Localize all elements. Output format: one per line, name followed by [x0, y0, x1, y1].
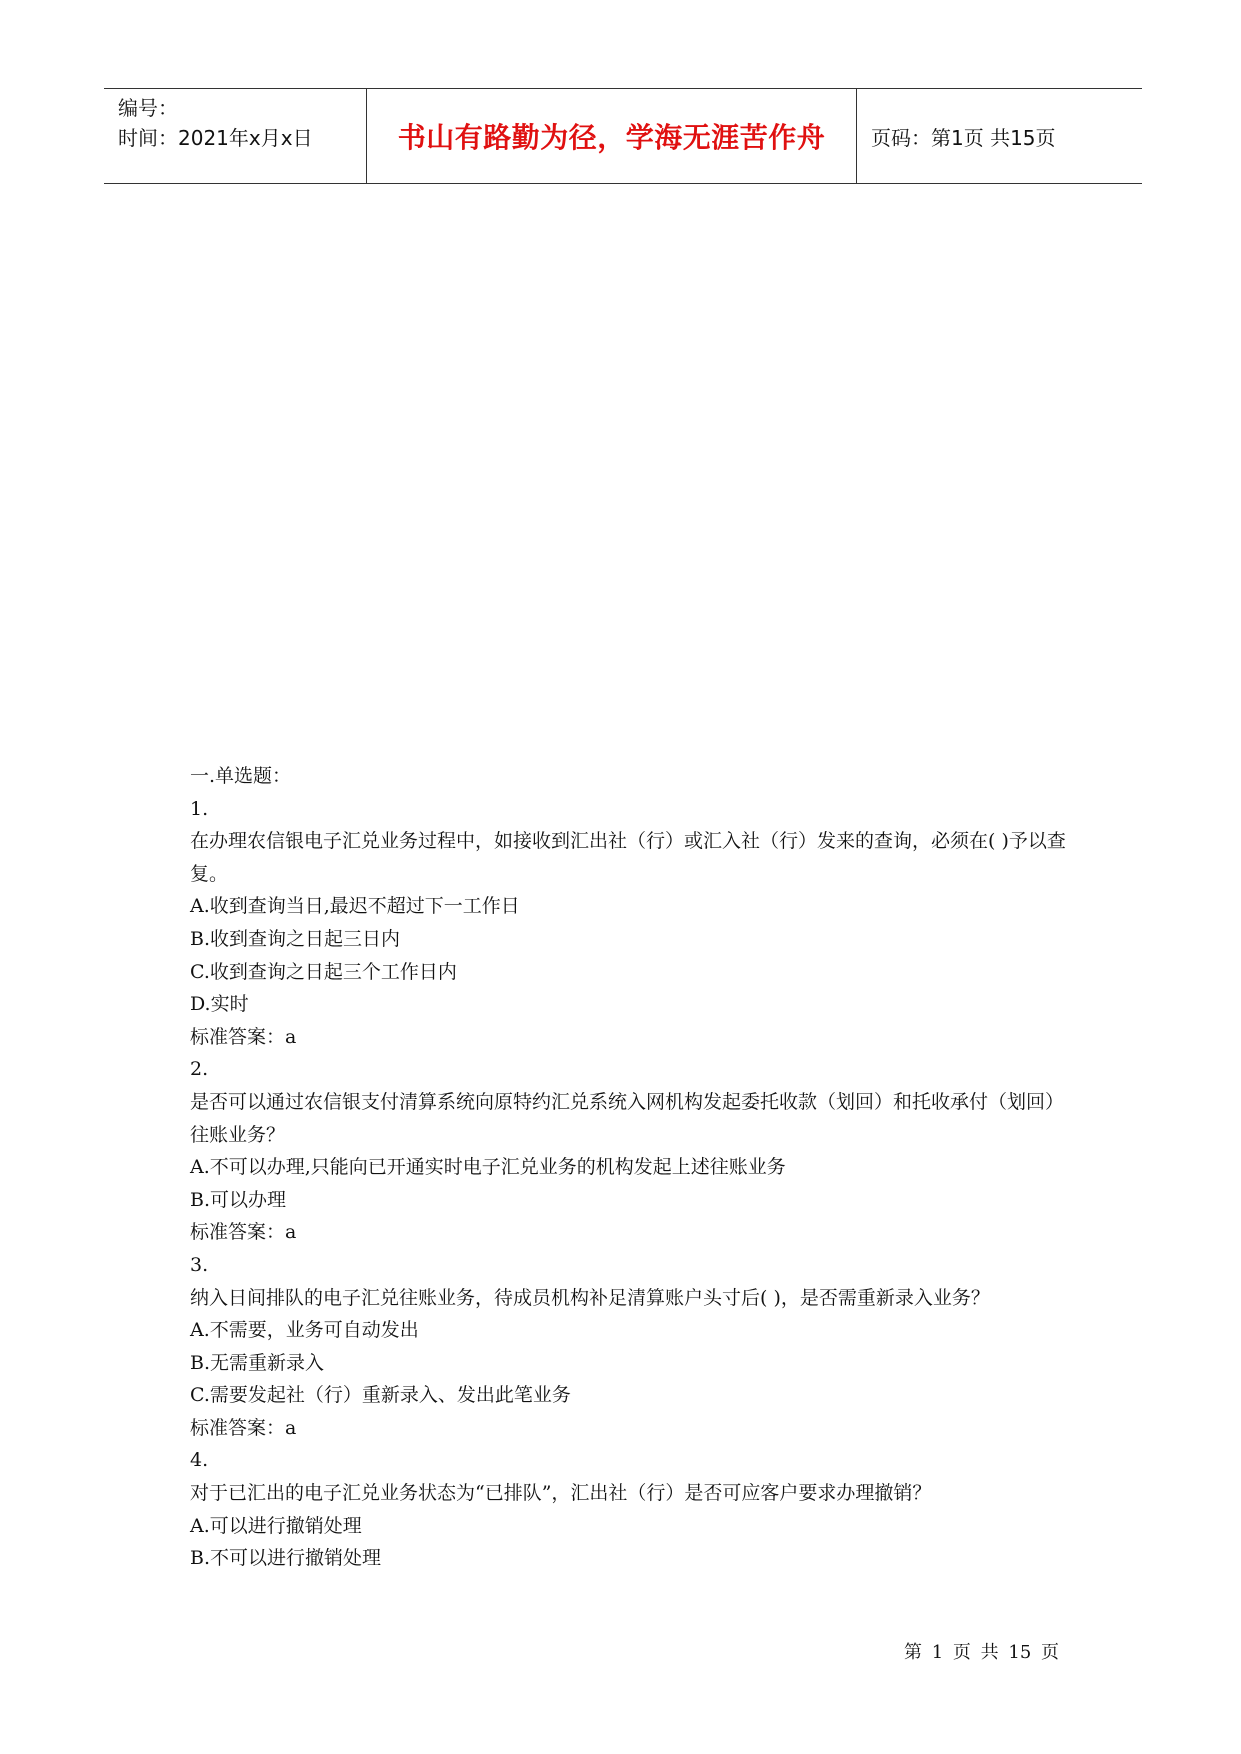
question-number: 3.: [190, 1253, 209, 1276]
header-page-label: 页码：第1页 共15页: [871, 125, 1056, 150]
option-a: A.收到查询当日,最迟不超过下一工作日: [190, 895, 520, 918]
question-list: [190, 760, 1070, 1575]
option-d: D.实时: [190, 993, 249, 1016]
section-title: 一.单选题：: [190, 765, 292, 787]
option-b: B.可以办理: [190, 1188, 287, 1211]
standard-answer: 标准答案：a: [190, 1221, 297, 1244]
option-a: A.可以进行撤销处理: [190, 1514, 362, 1537]
question-text: 纳入日间排队的电子汇兑往账业务，待成员机构补足清算账户头寸后( )，是否需重新录入业务？: [190, 1286, 990, 1309]
question-number: 1.: [190, 797, 209, 820]
option-b: B.不可以进行撤销处理: [190, 1547, 382, 1570]
page-footer: [904, 1638, 1059, 1664]
option-c: C.需要发起社（行）重新录入、发出此笔业务: [190, 1384, 571, 1407]
option-c: C.收到查询之日起三个工作日内: [190, 960, 457, 983]
document-number-label: 编号：: [118, 96, 178, 120]
document-time-label: 时间：2021年x月x日: [118, 126, 313, 150]
question-1: [190, 793, 1070, 1054]
option-a: A.不需要，业务可自动发出: [190, 1319, 419, 1342]
option-a: A.不可以办理,只能向已开通实时电子汇兑业务的机构发起上述往账业务: [190, 1156, 786, 1179]
question-number: 2.: [190, 1058, 209, 1081]
header-page-cell: [857, 89, 1142, 183]
question-2: [190, 1053, 1070, 1249]
option-b: B.收到查询之日起三日内: [190, 927, 401, 950]
header-motto: 书山有路勤为径，学海无涯苦作舟: [397, 121, 826, 154]
standard-answer: 标准答案：a: [190, 1025, 297, 1048]
question-3: [190, 1249, 1070, 1445]
document-header: [104, 88, 1142, 184]
standard-answer: 标准答案：a: [190, 1416, 297, 1439]
question-text: 是否可以通过农信银支付清算系统向原特约汇兑系统入网机构发起委托收款（划回）和托收承付（划回）往账业务？: [190, 1090, 1065, 1146]
footer-page-number: 第 1 页 共 15 页: [904, 1642, 1059, 1663]
question-text: 对于已汇出的电子汇兑业务状态为“已排队”，汇出社（行）是否可应客户要求办理撤销？: [190, 1482, 932, 1505]
header-motto-cell: [367, 89, 857, 183]
question-text: 在办理农信银电子汇兑业务过程中，如接收到汇出社（行）或汇入社（行）发来的查询，必须在( )予以查复。: [190, 830, 1066, 885]
option-b: B.无需重新录入: [190, 1351, 325, 1374]
question-4: [190, 1444, 1070, 1574]
question-number: 4.: [190, 1449, 209, 1472]
header-meta-cell: [104, 89, 367, 183]
